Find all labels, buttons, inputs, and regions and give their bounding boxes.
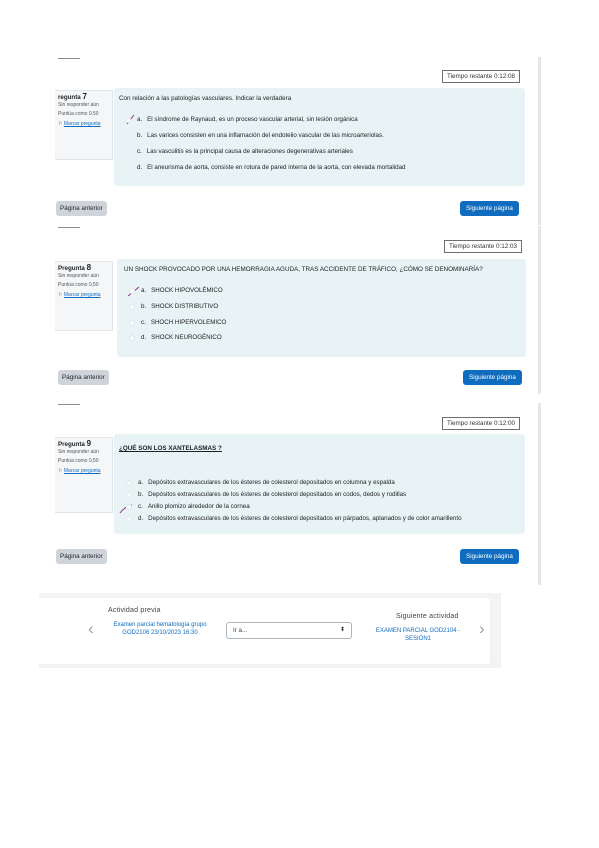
question-info-panel	[55, 437, 113, 513]
option-b[interactable]: b. Depósitos extravasculares de los ésteres de colesterol depositados en codos, dedos y rodillas	[126, 491, 406, 498]
radio-button[interactable]	[129, 288, 135, 294]
divider	[58, 404, 80, 405]
scrollbar-track[interactable]	[538, 403, 541, 585]
select-arrows-icon: ⬍	[339, 627, 345, 633]
radio-button[interactable]	[129, 304, 135, 310]
option-c[interactable]: c. Anillo plomizo alrededor de la cornea	[126, 503, 250, 510]
radio-button[interactable]	[126, 480, 132, 486]
next-page-button[interactable]: Siguiente página	[460, 549, 519, 564]
divider	[58, 227, 80, 228]
option-a[interactable]: a. El síndrome de Raynaud, es un proceso vascular arterial, sin lesión orgánica	[125, 116, 358, 123]
option-b[interactable]: b. SHOCK DISTRIBUTIVO	[129, 303, 218, 310]
option-d[interactable]: d. El aneurisma de aorta, consiste en rotura de pared interna de la aorta, con elevada mortalidad	[125, 164, 406, 171]
question-points: Puntúa como 0,50	[58, 111, 99, 118]
quiz-section-q9	[55, 403, 541, 585]
radio-button[interactable]	[129, 320, 135, 326]
option-a[interactable]: a. Depósitos extravasculares de los ésteres de colesterol depositados en columna y espalda	[126, 479, 395, 486]
previous-page-button[interactable]: Página anterior	[56, 201, 107, 216]
question-number: Pregunta 8	[58, 263, 92, 272]
radio-button[interactable]	[126, 504, 132, 510]
timer: Tiempo restante 0:12:00	[442, 417, 520, 430]
question-number: regunta 7	[58, 92, 87, 101]
question-info-panel	[55, 261, 113, 331]
radio-button[interactable]	[126, 516, 132, 522]
question-number: Pregunta 9	[58, 439, 92, 448]
chevron-right-icon[interactable]: ›	[479, 619, 485, 638]
flag-icon: ⚐	[58, 291, 63, 298]
jump-to-select[interactable]: Ir a... ⬍	[226, 622, 352, 639]
chevron-left-icon[interactable]: ‹	[88, 619, 94, 638]
quiz-section-q7	[55, 57, 541, 225]
option-c[interactable]: c. SHOCH HIPERVOLEMICO	[129, 319, 226, 326]
next-page-button[interactable]: Siguiente página	[460, 201, 519, 216]
question-text: ¿QUÉ SON LOS XANTELASMAS ?	[119, 445, 222, 452]
question-points: Puntúa como 0,50	[58, 282, 99, 289]
divider	[58, 58, 80, 59]
timer: Tiempo restante 0:12:03	[444, 240, 522, 253]
flag-question-link[interactable]: ⚐ Marcar pregunta	[58, 291, 101, 298]
question-status: Sin responder aún	[58, 448, 99, 455]
question-info-panel	[55, 90, 113, 160]
previous-activity-title: Actividad previa	[108, 607, 161, 614]
flag-icon: ⚐	[58, 120, 63, 127]
question-status: Sin responder aún	[58, 101, 99, 108]
next-activity-link[interactable]: EXAMEN PARCIAL GOD2104 - SESIÓN1	[375, 628, 461, 643]
option-a[interactable]: a. SHOCK HIPOVOLÉMICO	[129, 287, 223, 294]
radio-button[interactable]	[125, 165, 131, 171]
option-c[interactable]: c. Las vasculitis es la principal causa de alteraciones degenerativas arteriales	[125, 148, 353, 155]
radio-button[interactable]	[125, 133, 131, 139]
radio-button[interactable]	[125, 149, 131, 155]
scrollbar-track[interactable]	[538, 226, 541, 394]
question-text: Con relación a las patologías vasculares. Indicar la verdadera	[119, 95, 292, 102]
question-status: Sin responder aún	[58, 272, 99, 279]
flag-icon: ⚐	[58, 467, 63, 474]
previous-page-button[interactable]: Página anterior	[58, 370, 109, 385]
quiz-section-q8	[55, 226, 541, 394]
flag-question-link[interactable]: ⚐ Marcar pregunta	[58, 467, 101, 474]
flag-question-link[interactable]: ⚐ Marcar pregunta	[58, 120, 101, 127]
option-d[interactable]: d. SHOCK NEUROGÉNICO	[129, 334, 222, 341]
next-page-button[interactable]: Siguiente página	[463, 370, 522, 385]
question-points: Puntúa como 0,50	[58, 458, 99, 465]
timer: Tiempo restante 0:12:08	[442, 70, 520, 83]
radio-button[interactable]	[125, 117, 131, 123]
question-text: UN SHOCK PROVOCADO POR UNA HEMORRAGIA AGUDA, TRAS ACCIDENTE DE TRÁFICO, ¿CÓMO SE DENOMINARÍA?	[124, 266, 483, 273]
previous-activity-link[interactable]: Examen parcial hematología grupo GOD2106 23/10/2023 16:30	[113, 622, 207, 637]
radio-button[interactable]	[126, 492, 132, 498]
radio-button[interactable]	[129, 335, 135, 341]
option-b[interactable]: b. Las varices consisten en una inflamación del endotelio vascular de las microarteriolas.	[125, 132, 384, 139]
previous-page-button[interactable]: Página anterior	[56, 549, 107, 564]
scrollbar-track[interactable]	[538, 57, 541, 225]
next-activity-title: Siguiente actividad	[396, 613, 459, 620]
option-d[interactable]: d. Depósitos extravasculares de los ésteres de colesterol depositados en párpados, aplanados y de color amarillento	[126, 515, 462, 522]
